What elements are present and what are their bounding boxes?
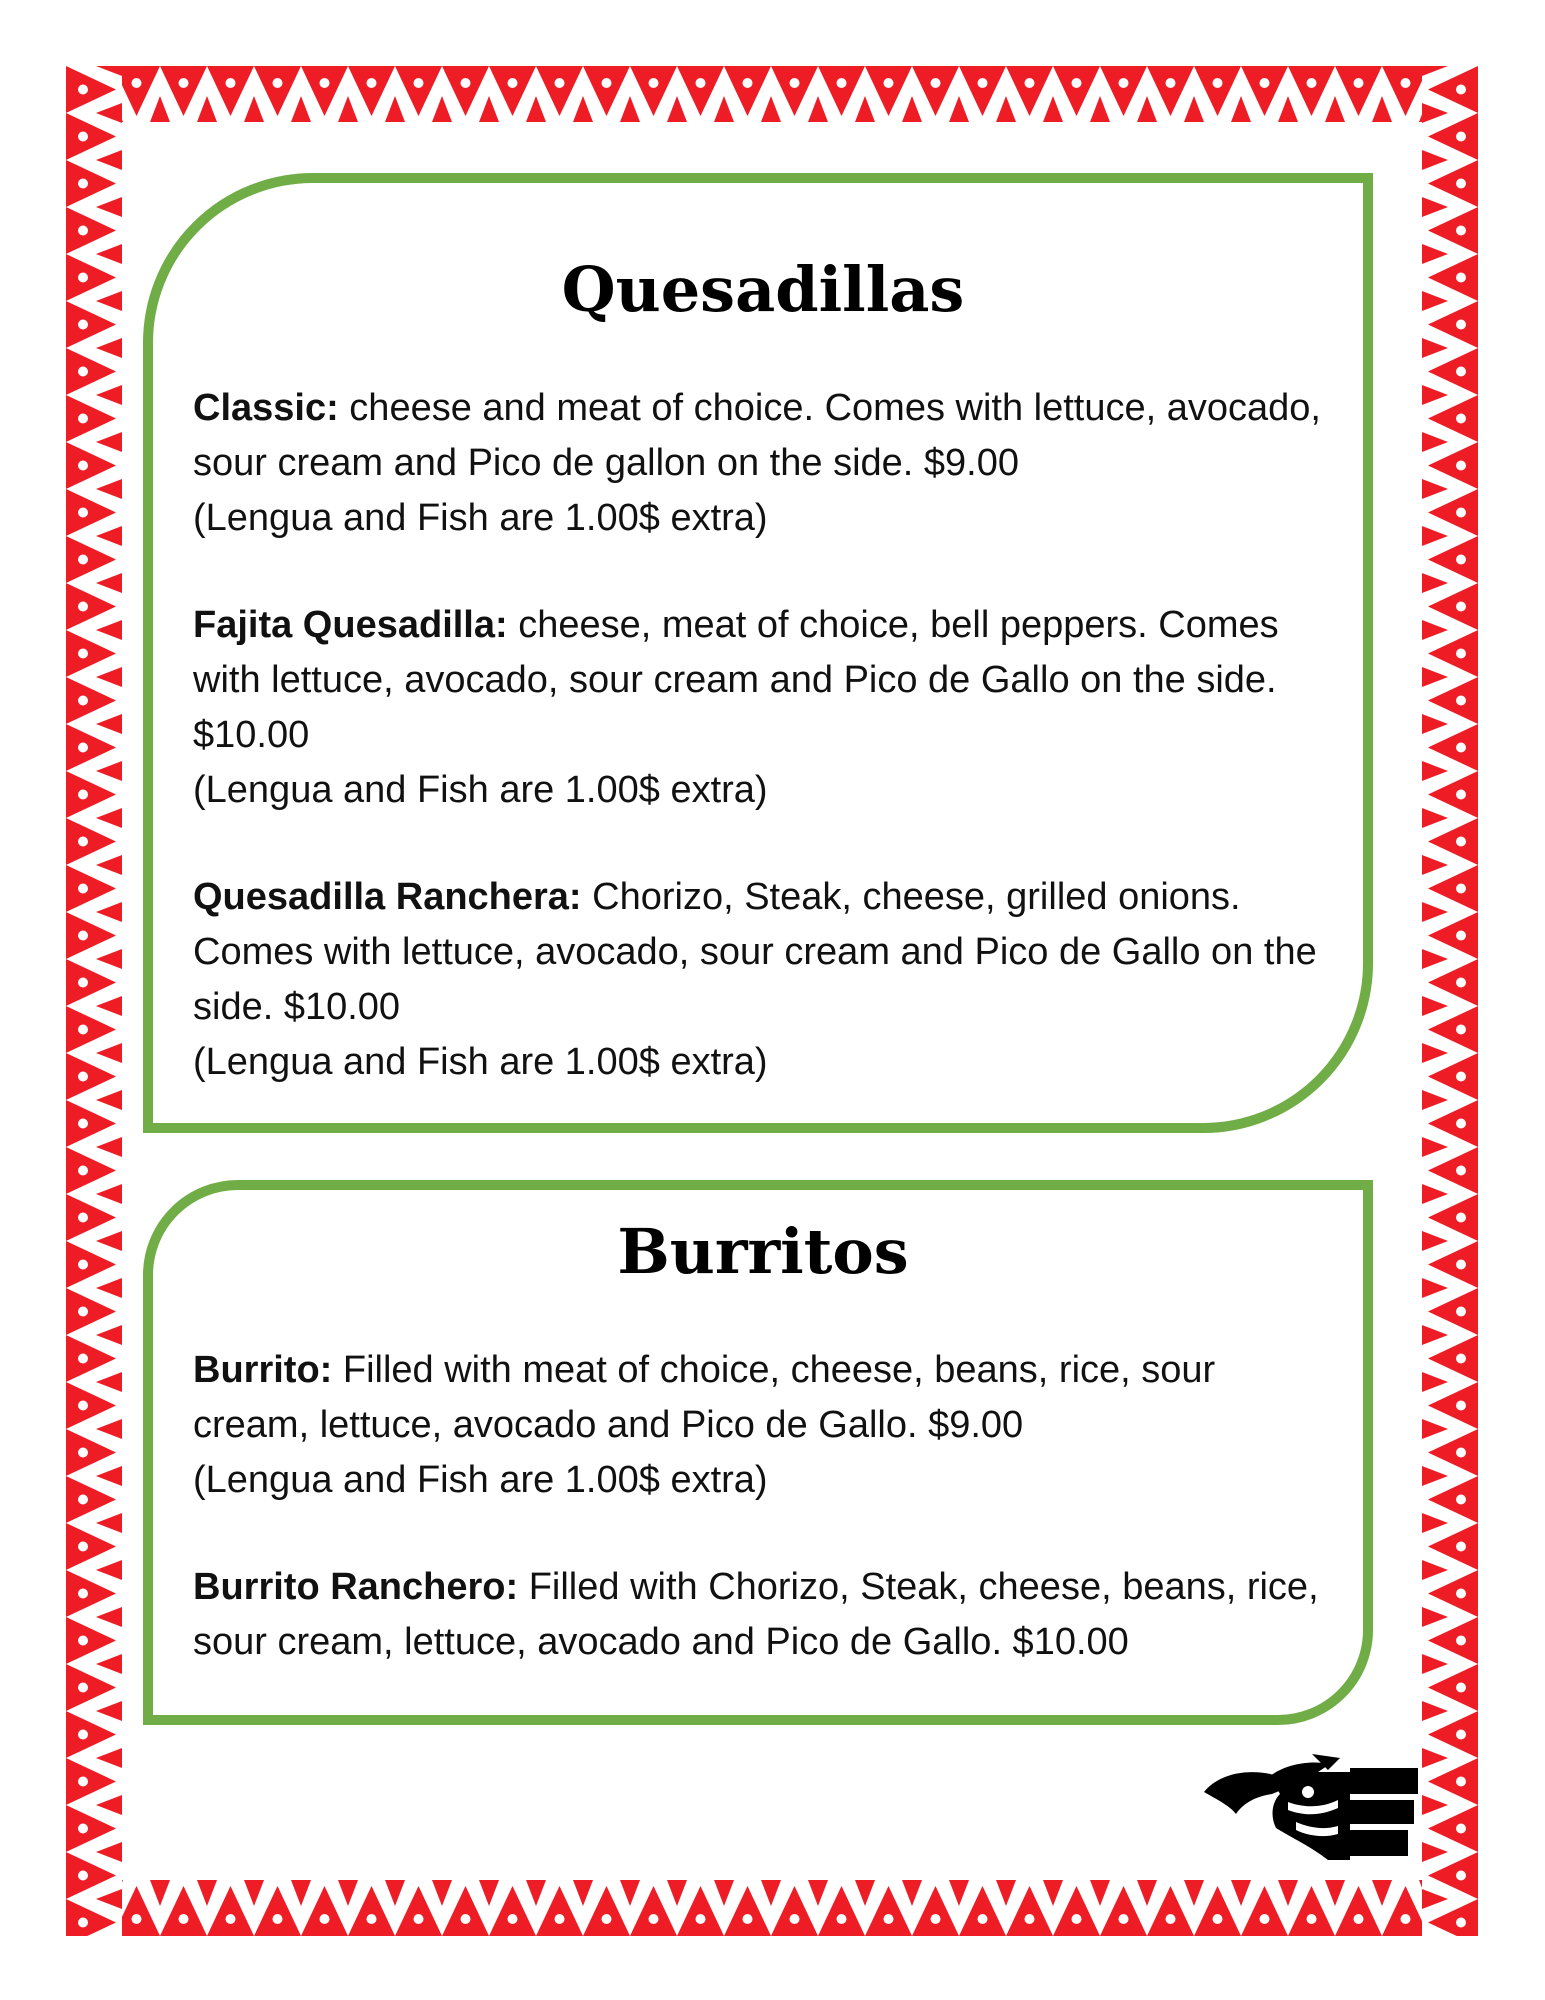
menu-item-description: cheese and meat of choice. Comes with lettuce, avocado, sour cream and Pico de gallon on the side. $9.00 [193, 387, 1321, 484]
menu-item-burrito [193, 1343, 1333, 1508]
menu-item-name: Quesadilla Ranchera: [193, 876, 582, 918]
menu-item-description: cheese, meat of choice, bell peppers. Comes with lettuce, avocado, sour cream and Pico de Gallo on the side. $10.00 [193, 604, 1279, 756]
menu-item-description: Filled with meat of choice, cheese, beans, rice, sour cream, lettuce, avocado and Pico de Gallo. $9.00 [193, 1349, 1216, 1446]
border-pattern-left [66, 66, 122, 1936]
menu-item-burrito-ranchero [193, 1560, 1333, 1670]
section-title-burritos: Burritos [617, 1215, 909, 1288]
border-pattern-top [66, 66, 1478, 122]
menu-item-description: Filled with Chorizo, Steak, cheese, beans, rice, sour cream, lettuce, avocado and Pico de Gallo. $10.00 [193, 1566, 1319, 1663]
menu-item-classic [193, 381, 1333, 546]
menu-item-note: (Lengua and Fish are 1.00$ extra) [193, 1459, 768, 1501]
burritos-section [143, 1180, 1373, 1725]
menu-item-note: (Lengua and Fish are 1.00$ extra) [193, 1041, 768, 1083]
quesadillas-section [143, 173, 1373, 1133]
menu-item-description: Chorizo, Steak, cheese, grilled onions. Comes with lettuce, avocado, sour cream and Pico de Gallo on the side. $10.00 [193, 876, 1317, 1028]
border-pattern-right [1422, 66, 1478, 1936]
menu-item-note: (Lengua and Fish are 1.00$ extra) [193, 497, 768, 539]
menu-item-name: Fajita Quesadilla: [193, 604, 508, 646]
menu-item-name: Classic: [193, 387, 339, 429]
menu-item-fajita-quesadilla [193, 598, 1333, 818]
border-pattern-bottom [66, 1880, 1478, 1936]
menu-item-name: Burrito Ranchero: [193, 1566, 519, 1608]
menu-item-note: (Lengua and Fish are 1.00$ extra) [193, 769, 768, 811]
section-title-quesadillas: Quesadillas [561, 253, 965, 326]
menu-item-name: Burrito: [193, 1349, 333, 1391]
aztec-eagle-head-icon [1200, 1750, 1420, 1870]
menu-item-quesadilla-ranchera [193, 870, 1333, 1090]
